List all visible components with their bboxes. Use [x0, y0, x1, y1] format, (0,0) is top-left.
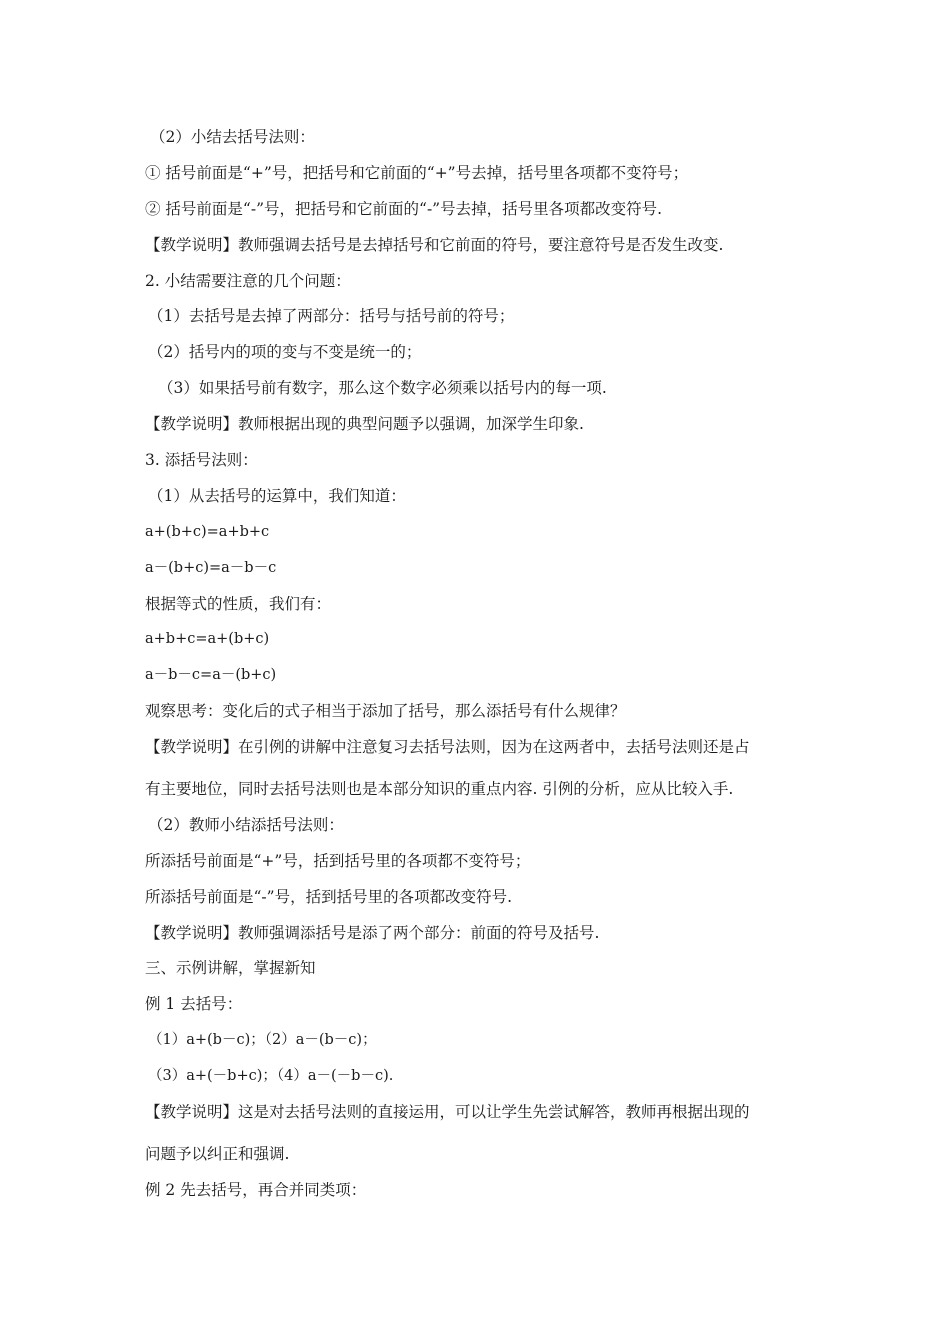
formula-line: a+(b+c)=a+b+c [145, 524, 270, 540]
text-line: 问题予以纠正和强调. [145, 1145, 290, 1163]
text-line: 3. 添括号法则： [145, 451, 258, 469]
formula-line: a－(b+c)=a－b－c [145, 560, 277, 576]
text-line: （1）去括号是去掉了两部分：括号与括号前的符号； [148, 307, 515, 325]
text-line: ② 括号前面是“-”号，把括号和它前面的“-”号去掉，括号里各项都改变符号. [145, 200, 663, 218]
text-line: （1）从去括号的运算中，我们知道： [148, 487, 406, 505]
formula-line: a+b+c=a+(b+c) [145, 631, 270, 647]
text-line: 三、示例讲解，掌握新知 [145, 959, 316, 977]
text-line: 观察思考：变化后的式子相当于添加了括号，那么添括号有什么规律？ [145, 702, 626, 720]
text-line: 【教学说明】教师根据出现的典型问题予以强调，加深学生印象. [145, 415, 584, 433]
text-line: 2. 小结需要注意的几个问题： [145, 272, 351, 290]
formula-line: （3）a+(－b+c)；（4）a－(－b－c). [148, 1068, 394, 1084]
formula-line: a－b－c=a－(b+c) [145, 667, 277, 683]
text-line: 【教学说明】教师强调添括号是添了两个部分：前面的符号及括号. [145, 924, 600, 942]
text-line: 【教学说明】教师强调去括号是去掉括号和它前面的符号，要注意符号是否发生改变. [145, 236, 724, 254]
text-line: 所添括号前面是“+”号，括到括号里的各项都不变符号； [145, 852, 531, 870]
text-line: 所添括号前面是“-”号，括到括号里的各项都改变符号. [145, 888, 513, 906]
formula-line: （1）a+(b－c)；（2）a－(b－c)； [148, 1032, 377, 1048]
text-line: 【教学说明】在引例的讲解中注意复习去括号法则，因为在这两者中，去括号法则还是占 [145, 738, 750, 756]
text-line: 例 2 先去括号，再合并同类项： [145, 1181, 367, 1199]
text-line: （2）小结去括号法则： [150, 128, 315, 146]
text-line: （2）括号内的项的变与不变是统一的； [148, 343, 422, 361]
text-line: 例 1 去括号： [145, 995, 243, 1013]
text-line: （3）如果括号前有数字，那么这个数字必须乘以括号内的每一项. [158, 379, 607, 397]
text-line: 有主要地位，同时去括号法则也是本部分知识的重点内容. 引例的分析，应从比较入手. [145, 780, 734, 798]
text-line: 【教学说明】这是对去括号法则的直接运用，可以让学生先尝试解答，教师再根据出现的 [145, 1103, 750, 1121]
text-line: （2）教师小结添括号法则： [148, 816, 344, 834]
text-line: ① 括号前面是“+”号，把括号和它前面的“+”号去掉，括号里各项都不变符号； [145, 164, 689, 182]
text-line: 根据等式的性质，我们有： [145, 595, 332, 613]
